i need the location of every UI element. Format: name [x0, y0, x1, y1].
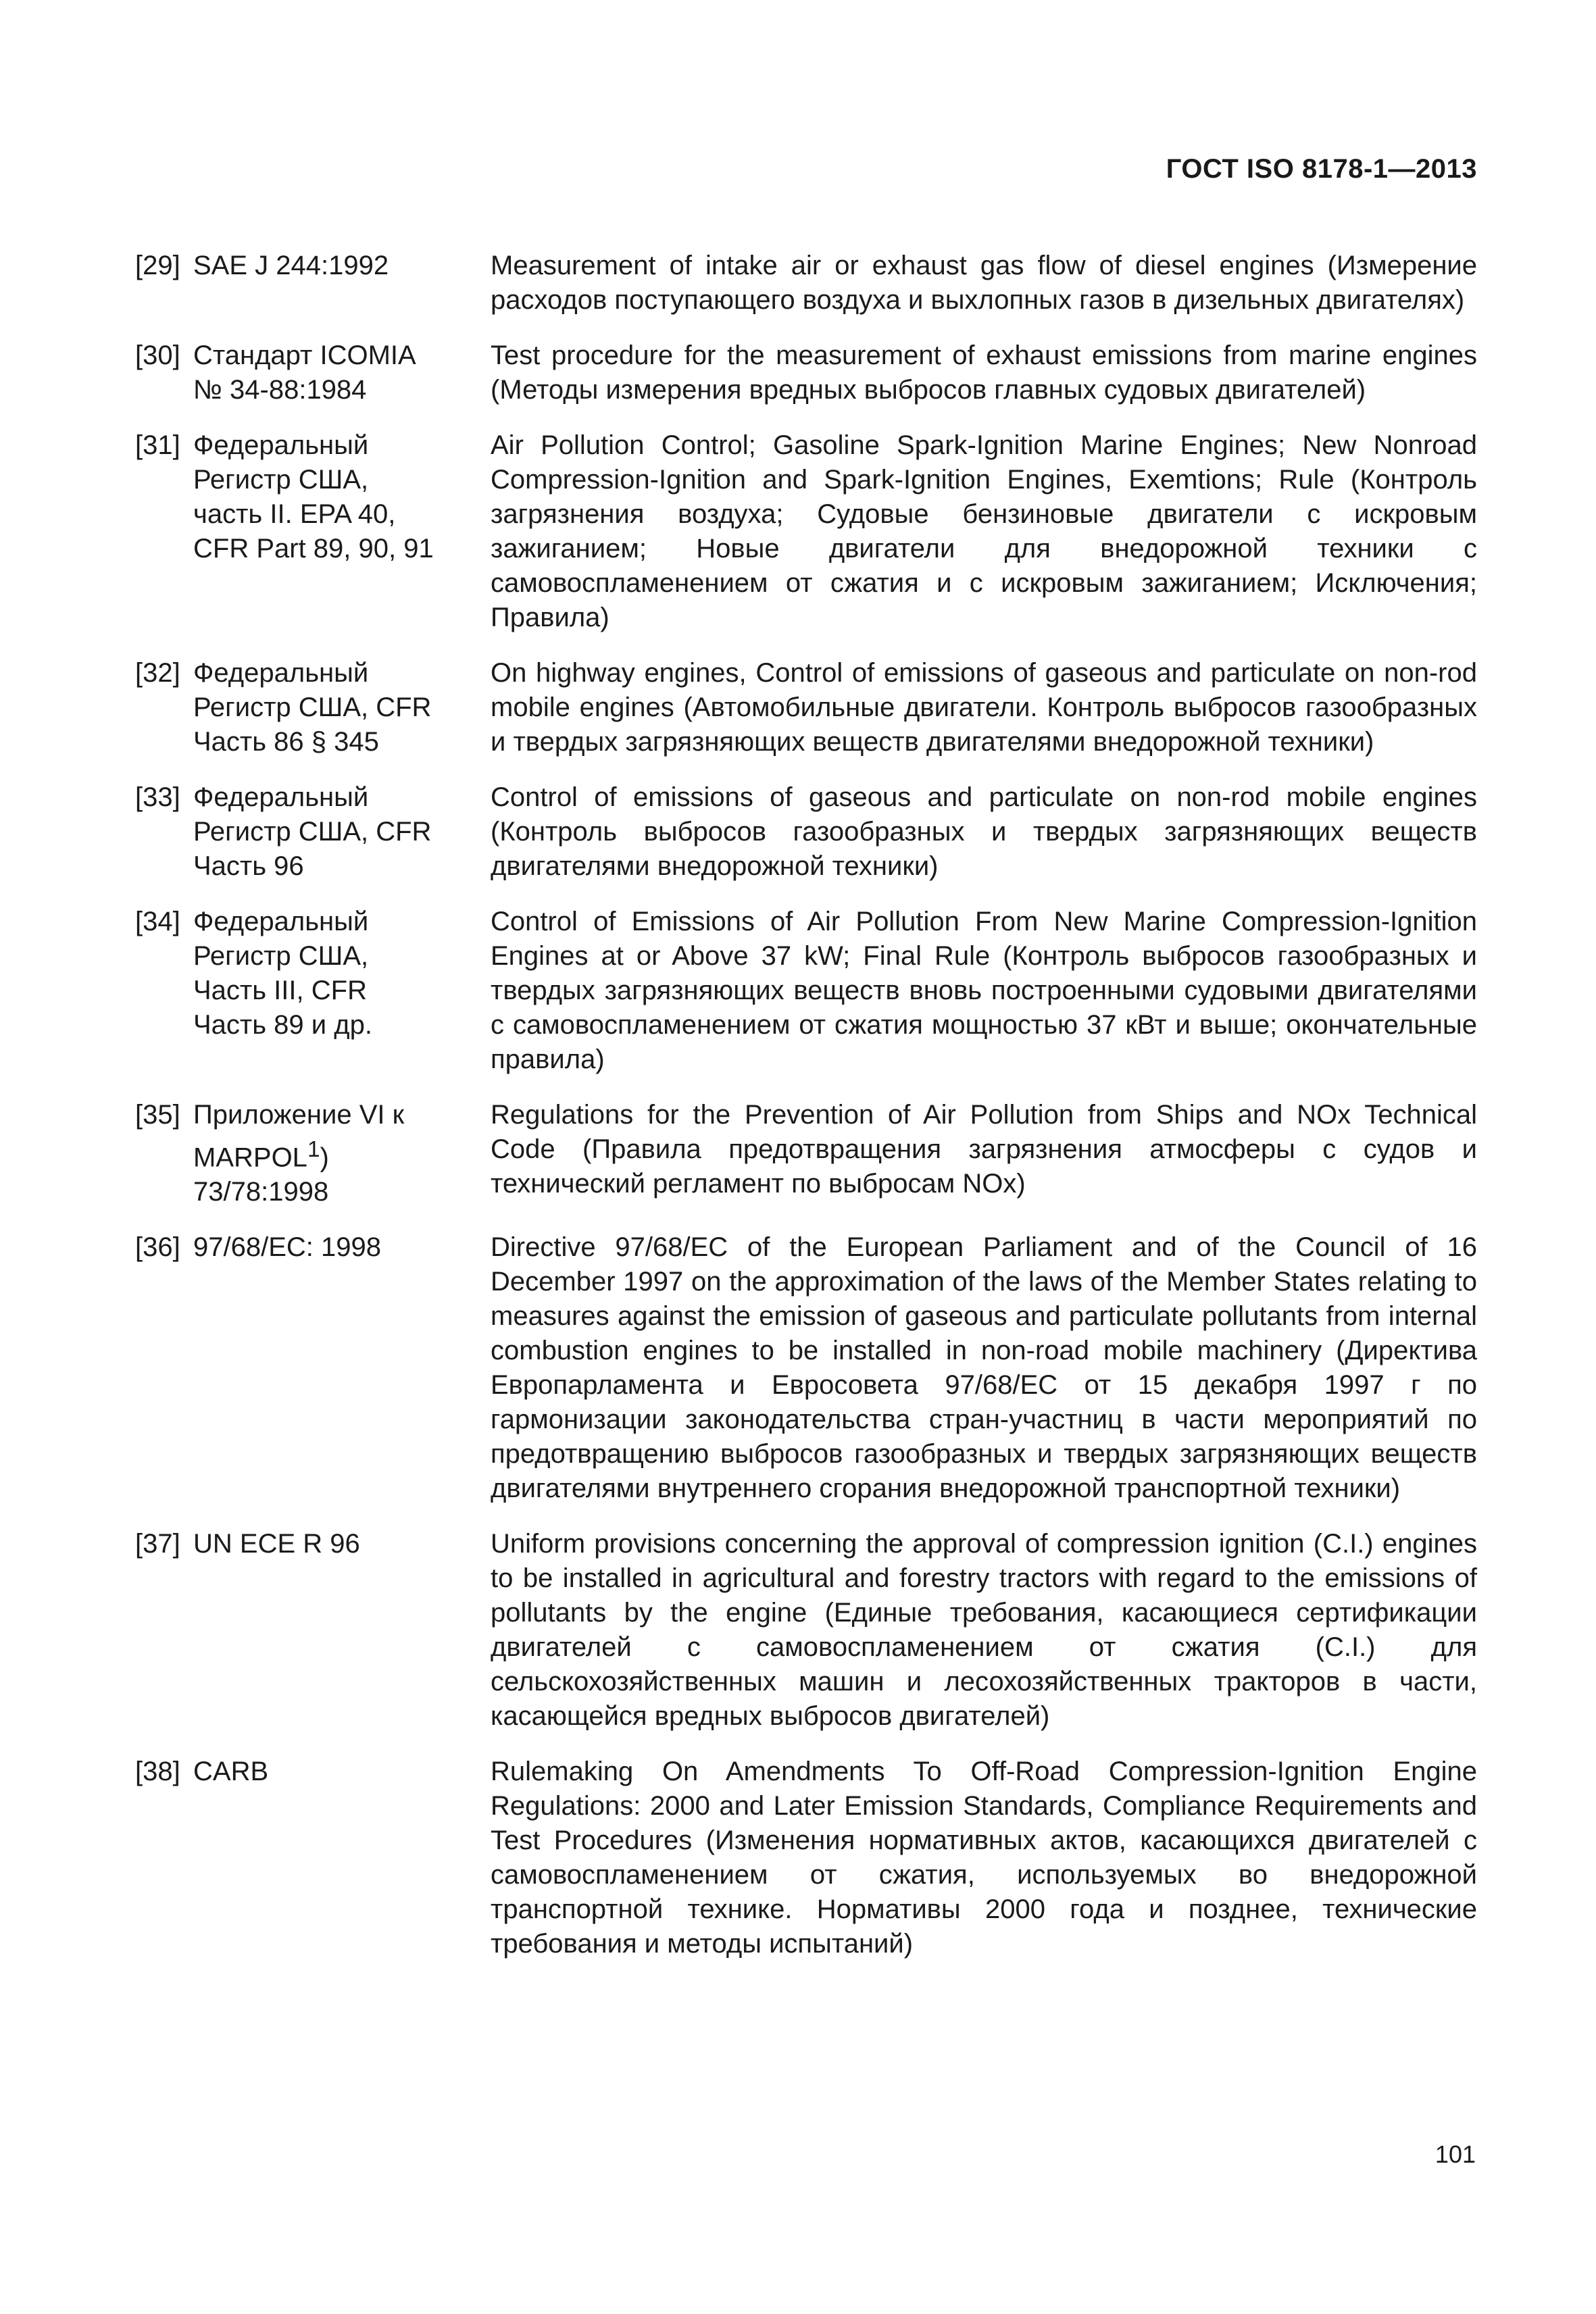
reference-item: [135, 338, 1477, 407]
reference-item: [135, 656, 1477, 759]
reference-code: SAE J 244:1992: [193, 251, 389, 280]
footnote-marker: 1: [307, 1137, 320, 1162]
reference-label: [135, 780, 491, 884]
reference-description: Regulations for the Prevention of Air Pollution from Ships and NOx Technical Code (Правила предотвращения загрязнения атмосферы с судов и технический регламент по выбросам NOx): [491, 1100, 1477, 1199]
reference-number: [34]: [135, 907, 180, 936]
reference-label: [135, 1098, 491, 1209]
reference-code: CARB: [193, 1757, 269, 1787]
reference-description: Test procedure for the measurement of exhaust emissions from marine engines (Методы измерения вредных выбросов главных судовых двигателей): [491, 341, 1477, 405]
reference-label: [135, 428, 491, 566]
reference-number: [30]: [135, 341, 180, 370]
reference-number: [36]: [135, 1232, 180, 1263]
reference-item: [135, 249, 1477, 318]
reference-description: Control of Emissions of Air Pollution From New Marine Compression-Ignition Engines at or Above 37 kW; Final Rule (Контроль выбросов газообразных и твердых загрязняющих веществ вновь построенными судовыми двигателями с самовоспламенением от сжатия мощностью 37 кВт и выше; окончательные правила): [491, 907, 1477, 1074]
reference-description: Rulemaking On Amendments To Off-Road Compression-Ignition Engine Regulations: 2000 and Later Emission Standards, Compliance Requirements and Test Procedures (Изменения нормативных актов, касающихся двигателей с самовоспламенением от сжатия, используемых во внедорожной транспортной технике. Нормативы 2000 года и позднее, технические требования и методы испытаний): [491, 1757, 1477, 1959]
reference-item: [135, 1230, 1477, 1506]
reference-number: [38]: [135, 1757, 180, 1787]
reference-description: Air Pollution Control; Gasoline Spark-Ignition Marine Engines; New Nonroad Compression-Ignition and Spark-Ignition Engines, Exemtions; Rule (Контроль загрязнения воздуха; Судовые бензиновые двигатели с искровым зажиганием; Новые двигатели для внедорожной техники с самовоспламенением от сжатия и с искровым зажиганием; Исключения; Правила): [491, 430, 1477, 632]
reference-item: [135, 1527, 1477, 1734]
reference-description: Control of emissions of gaseous and particulate on non-rod mobile engines (Контроль выбросов газообразных и твердых загрязняющих веществ двигателями внедорожной техники): [491, 782, 1477, 881]
reference-code: UN ECE R 96: [193, 1529, 360, 1559]
reference-code: Федеральный Регистр США, CFR Часть 96: [193, 782, 432, 881]
reference-number: [32]: [135, 658, 180, 688]
document-header: ГОСТ ISO 8178-1—2013: [1166, 154, 1477, 184]
reference-code: 97/68/EC: 1998: [193, 1232, 381, 1263]
reference-code-text: Приложение VI к MARPOL: [193, 1100, 405, 1173]
reference-description: Uniform provisions concerning the approval of compression ignition (C.I.) engines to be installed in agricultural and forestry tractors with regard to the emissions of pollutants by the engine (Единые требования, касающиеся сертификации двигателей с самовоспламенением от сжатия (C.I.) для сельскохозяйственных машин и лесохозяйственных тракторов в части, касающейся вредных выбросов двигателей): [491, 1529, 1477, 1732]
reference-description: On highway engines, Control of emissions of gaseous and particulate on non-rod mobile engines (Автомобильные двигатели. Контроль выбросов газообразных и твердых загрязняющих веществ двигателями внедорожной техники): [491, 658, 1477, 757]
reference-number: [31]: [135, 430, 180, 460]
reference-item: [135, 1755, 1477, 1961]
reference-label: [135, 249, 491, 283]
reference-label: [135, 338, 491, 407]
reference-number: [37]: [135, 1529, 180, 1559]
page-number: 101: [1435, 2140, 1476, 2168]
reference-label: [135, 1527, 491, 1561]
reference-description: Directive 97/68/EC of the European Parliament and of the Council of 16 December 1997 on the approximation of the laws of the Member States relating to measures against the emission of gaseous and particulate pollutants from internal combustion engines to be installed in non-road mobile machinery (Директива Европарламента и Евросовета 97/68/EC от 15 декабря 1997 г по гармонизации законодательства стран-участниц в части мероприятий по предотвращению выбросов газообразных и твердых загрязняющих веществ двигателями внутреннего сгорания внедорожной транспортной техники): [491, 1232, 1477, 1504]
reference-number: [35]: [135, 1100, 180, 1130]
reference-item: [135, 1098, 1477, 1209]
reference-number: [33]: [135, 782, 180, 812]
reference-number: [29]: [135, 251, 180, 280]
reference-label: [135, 1230, 491, 1265]
reference-code: Федеральный Регистр США, CFR Часть 86 § 345: [193, 658, 432, 757]
reference-item: [135, 428, 1477, 635]
bibliography-list: [135, 249, 1477, 1961]
reference-label: [135, 1755, 491, 1789]
reference-description: Measurement of intake air or exhaust gas flow of diesel engines (Измерение расходов поступающего воздуха и выхлопных газов в дизельных двигателях): [491, 251, 1477, 315]
reference-code: Федеральный Регистр США, Часть III, CFR Часть 89 и др.: [193, 907, 372, 1040]
reference-code: Стандарт ICOMIA № 34-88:1984: [193, 341, 416, 405]
reference-code-text-after: ) 73/78:1998: [193, 1142, 329, 1207]
reference-item: [135, 780, 1477, 884]
reference-label: [135, 905, 491, 1042]
reference-label: [135, 656, 491, 759]
reference-item: [135, 905, 1477, 1077]
reference-code: Федеральный Регистр США, часть II. EPA 40, CFR Part 89, 90, 91: [193, 430, 434, 563]
reference-code: [193, 1098, 404, 1209]
